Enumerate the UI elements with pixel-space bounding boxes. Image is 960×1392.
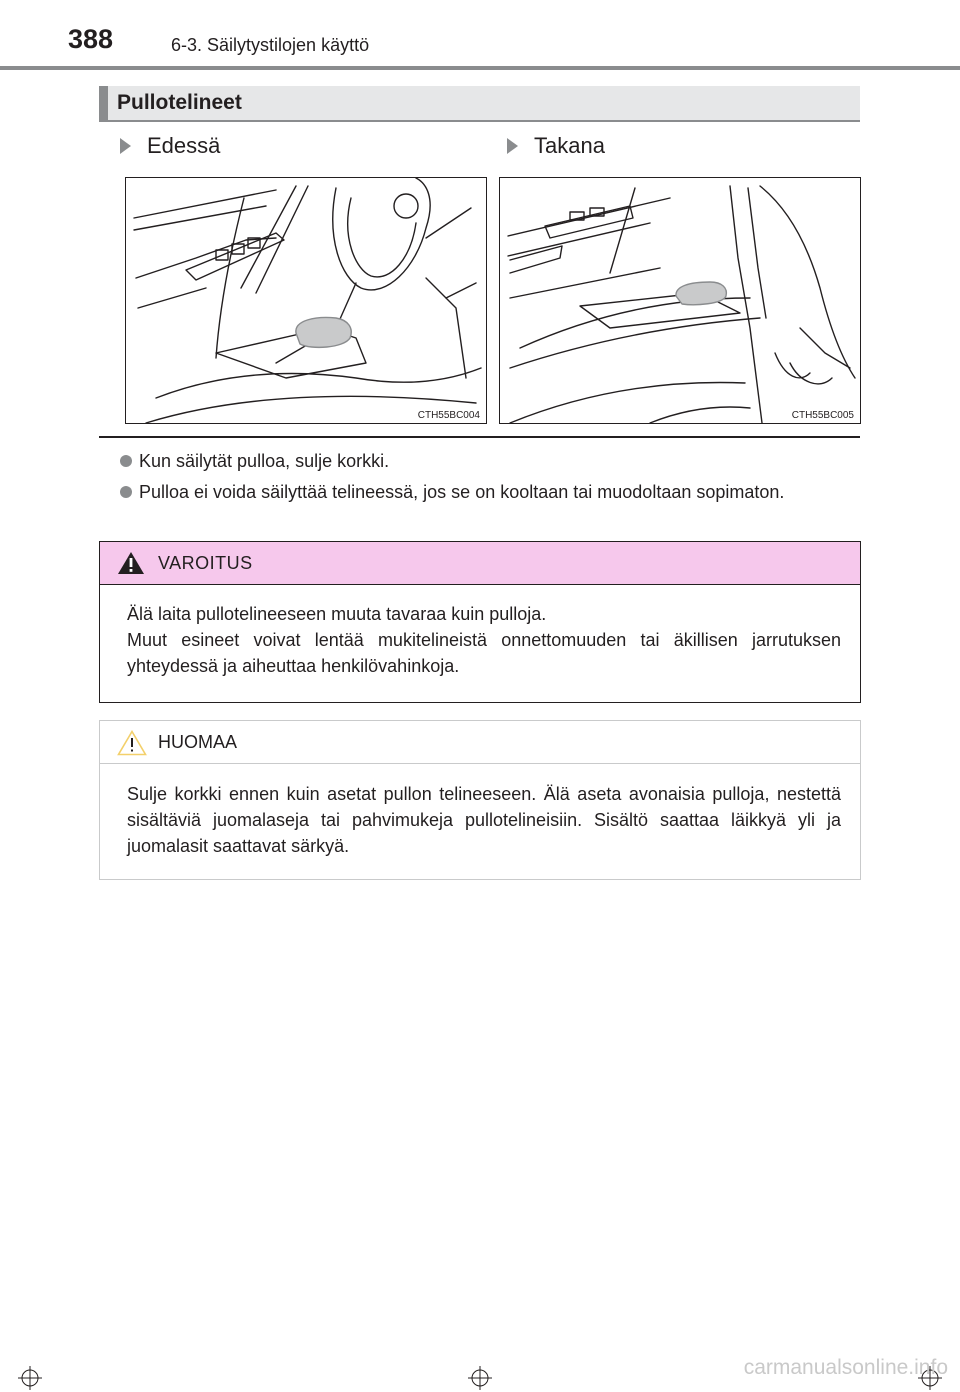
- section-accent: [99, 86, 108, 122]
- notice-triangle-icon: [117, 730, 147, 756]
- illustration-rear-bottle-holder: [499, 177, 861, 424]
- figure-divider: [99, 436, 860, 438]
- header-divider: [0, 66, 960, 70]
- chapter-title: 6-3. Säilytystilojen käyttö: [171, 35, 370, 55]
- illustration-front-bottle-holder: [125, 177, 487, 424]
- bullet-item: [120, 448, 860, 474]
- bullet-item: [120, 479, 860, 505]
- bullet-text: Pulloa ei voida säilyttää telineessä, jos se on kooltaan tai muodoltaan sopimaton.: [139, 482, 785, 502]
- warning-line: Muut esineet voivat lentää mukitelineistä onnettomuuden tai äkillisen jarrutuksen yhteydessä ja aiheuttaa henkilövahinkoja.: [127, 630, 841, 676]
- page-number: 388: [68, 24, 114, 54]
- registration-mark-icon: [18, 1366, 42, 1390]
- subheading-rear: [507, 133, 605, 159]
- section-title: Pullotelineet: [117, 91, 242, 114]
- subheading-rear-label: Takana: [534, 133, 605, 158]
- figure-code-rear: CTH55BC005: [791, 410, 854, 421]
- watermark: carmanualsonline.info: [743, 1356, 948, 1379]
- bullet-text: Kun säilytät pulloa, sulje korkki.: [139, 451, 390, 471]
- warning-line: Älä laita pullotelineeseen muuta tavaraa kuin pulloja.: [127, 604, 547, 624]
- subheading-front: [120, 133, 220, 159]
- warning-body: [127, 601, 841, 679]
- bullet-circle: [120, 455, 132, 467]
- notice-body: Sulje korkki ennen kuin asetat pullon telineeseen. Älä aseta avonaisia pulloja, nestettä sisältäviä juomalaseja tai pahvimukeja pullotelineisiin. Sisältö saattaa läikkyä yli ja juomalasit saattavat särkyä.: [127, 784, 841, 856]
- bullet-circle: [120, 486, 132, 498]
- play-triangle-icon: [120, 138, 131, 154]
- notice-title: HUOMAA: [158, 732, 238, 752]
- registration-mark-icon: [468, 1366, 492, 1390]
- warning-box: [99, 541, 861, 703]
- warning-title: VAROITUS: [158, 553, 253, 573]
- warning-triangle-icon: [117, 551, 145, 575]
- subheading-front-label: Edessä: [147, 133, 221, 158]
- play-triangle-icon: [507, 138, 518, 154]
- section-heading-bar: [99, 86, 860, 122]
- warning-header: [100, 542, 860, 585]
- notice-header: [100, 721, 860, 764]
- notice-box: [99, 720, 861, 880]
- figure-code-front: CTH55BC004: [417, 410, 480, 421]
